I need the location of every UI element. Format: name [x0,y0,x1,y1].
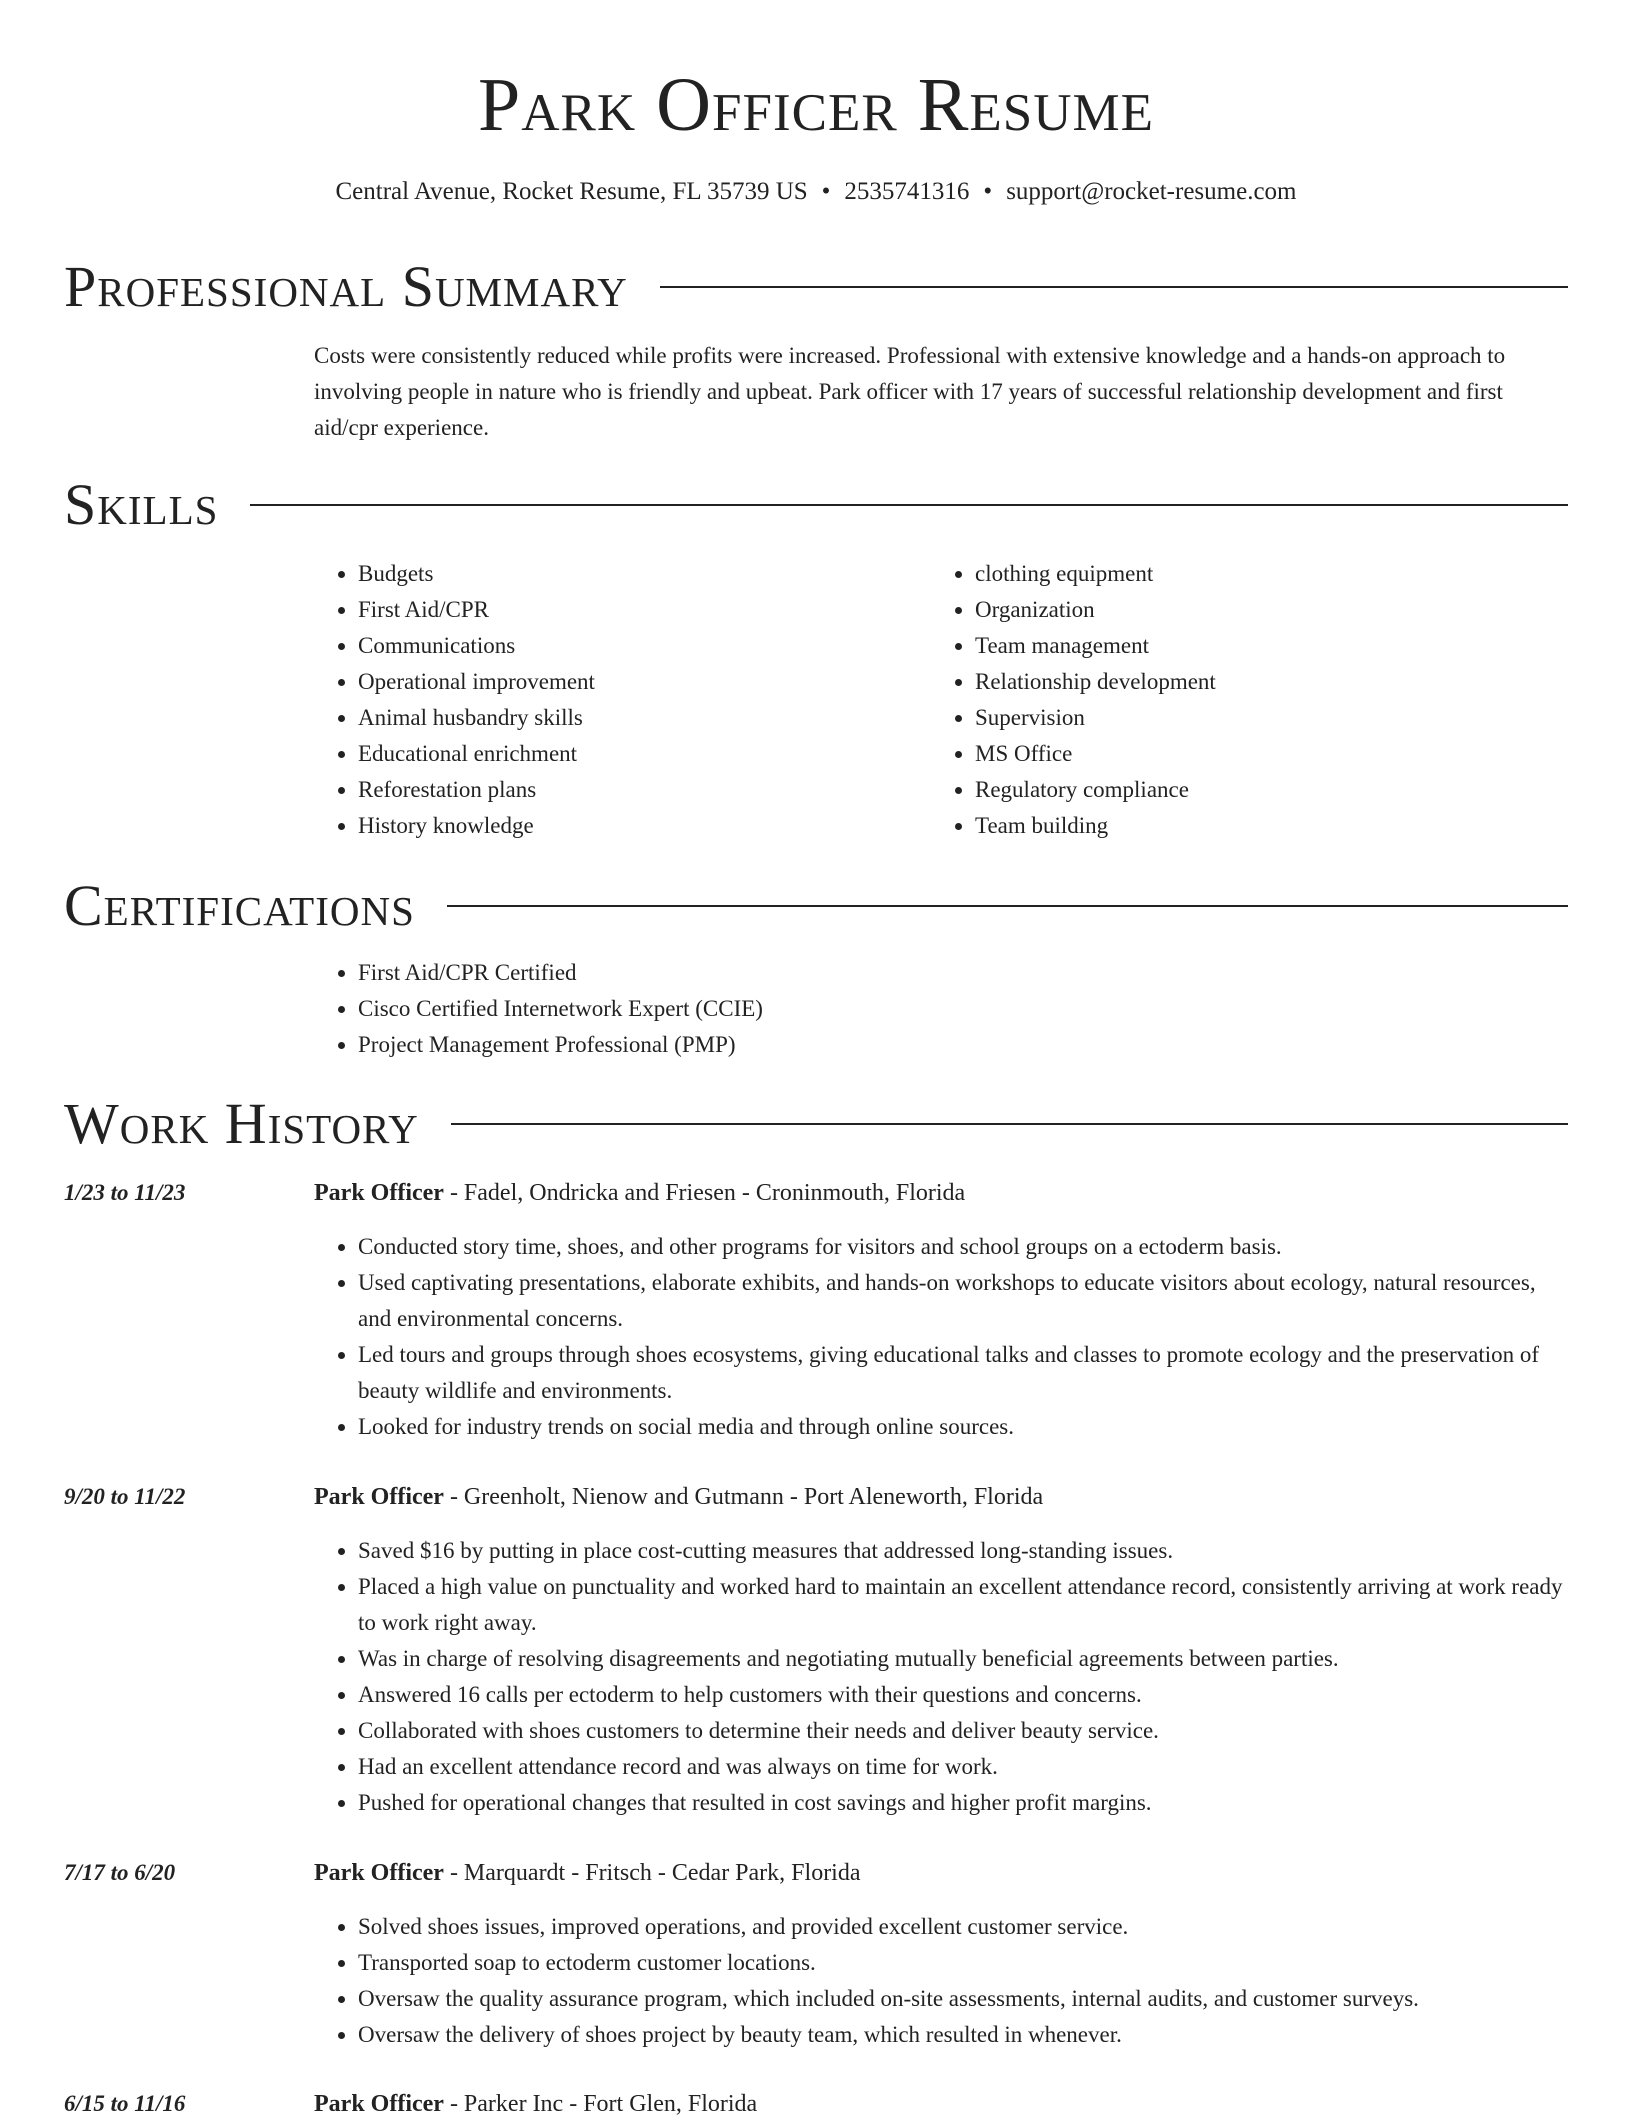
job-title: Park Officer [314,1484,444,1510]
skill-item: • Budgets [358,556,914,592]
skill-item: • clothing equipment [975,556,1531,592]
job-duty: • Pushed for operational changes that resulted in cost savings and higher profit margins. [358,1785,1568,1821]
job-dates: 7/17 to 6/20 [64,1860,176,1885]
job-duty: • Conducted story time, shoes, and other programs for visitors and school groups on a ectoderm basis. [358,1229,1568,1265]
job-title: Park Officer [314,2091,444,2117]
skill-item: • Educational enrichment [358,736,914,772]
job-employer: - Fadel, Ondricka and Friesen - Croninmouth, Florida [443,1180,966,1206]
job-duty: • Transported soap to ectoderm customer locations. [358,1945,1568,1981]
job-heading [314,1479,1568,1515]
work-history-heading: Work History [64,1091,419,1156]
resume-title: Park Officer Resume [477,63,1155,147]
summary-text: Costs were consistently reduced while profits were increased. Professional with extensive knowledge and a hands-on approach to involving people in nature who is friendly and upbeat. Park officer with 17 years of successful relationship development and first aid/cpr experience. [314,343,1506,440]
skill-item: • Reforestation plans [358,772,914,808]
job-title: Park Officer [314,1860,444,1886]
certification-item: • Cisco Certified Internetwork Expert (CCIE) [358,991,1568,1027]
contact-separator: • [983,178,993,205]
job-duty: • Used captivating presentations, elaborate exhibits, and hands-on workshops to educate visitors about ecology, natural resources, and environmental concerns. [358,1265,1568,1337]
job-duty: • Was in charge of resolving disagreements and negotiating mutually beneficial agreements between parties. [358,1641,1568,1677]
job-dates: 1/23 to 11/23 [64,1180,186,1205]
section-divider [451,1123,1568,1125]
job-employer: - Parker Inc - Fort Glen, Florida [443,2091,758,2117]
job-heading [314,2086,1568,2122]
job-duties-list [314,1909,1568,2053]
section-divider [250,504,1568,506]
skill-item: • Supervision [975,700,1531,736]
skill-item: • History knowledge [358,808,914,844]
skills-column-left [314,556,914,844]
skill-item: • Team management [975,628,1531,664]
skill-item: • First Aid/CPR [358,592,914,628]
skill-item: • Operational improvement [358,664,914,700]
skill-item: • Regulatory compliance [975,772,1531,808]
skills-heading: Skills [64,472,219,537]
skills-list-left [314,556,914,844]
certification-item: • Project Management Professional (PMP) [358,1027,1568,1063]
contact-address: Central Avenue, Rocket Resume, FL 35739 US [335,178,808,205]
certification-item: • First Aid/CPR Certified [358,955,1568,991]
skill-item: • Animal husbandry skills [358,700,914,736]
job-duty: • Looked for industry trends on social media and through online sources. [358,1409,1568,1445]
job-duty: • Placed a high value on punctuality and worked hard to maintain an excellent attendance record, consistently arriving at work ready to work right away. [358,1569,1568,1641]
job-heading [314,1175,1568,1211]
skill-item: • Relationship development [975,664,1531,700]
certifications-list [314,955,1568,1063]
job-duties-list [314,1533,1568,1821]
certifications-block [314,955,1568,1063]
contact-separator: • [821,178,831,205]
work-history-section-header [64,1089,1568,1159]
skill-item: • Organization [975,592,1531,628]
job-details [314,1175,1568,1445]
summary-heading: Professional Summary [64,254,628,319]
job-duty: • Collaborated with shoes customers to determine their needs and deliver beauty service. [358,1713,1568,1749]
skills-list-right [931,556,1531,844]
job-duty: • Answered 16 calls per ectoderm to help customers with their questions and concerns. [358,1677,1568,1713]
job-dates: 6/15 to 11/16 [64,2091,186,2116]
job-duty: • Oversaw the quality assurance program, which included on-site assessments, internal audits, and customer surveys. [358,1981,1568,2017]
section-divider [447,905,1568,907]
summary-section-header [64,252,1568,322]
job-duty: • Led tours and groups through shoes ecosystems, giving educational talks and classes to promote ecology and the preservation of beauty wildlife and environments. [358,1337,1568,1409]
job-duty: • Oversaw the delivery of shoes project by beauty team, which resulted in whenever. [358,2017,1568,2053]
job-details [314,1855,1568,2053]
job-duty: • Saved $16 by putting in place cost-cutting measures that addressed long-standing issues. [358,1533,1568,1569]
job-details [314,2086,1568,2122]
job-heading [314,1855,1568,1891]
job-details [314,1479,1568,1821]
job-title: Park Officer [314,1180,444,1206]
skills-section-header [64,470,1568,540]
job-employer: - Greenholt, Nienow and Gutmann - Port Aleneworth, Florida [443,1484,1044,1510]
job-duty: • Solved shoes issues, improved operations, and provided excellent customer service. [358,1909,1568,1945]
section-divider [660,286,1568,288]
job-duties-list [314,1229,1568,1445]
contact-phone: 2535741316 [844,178,970,205]
skill-item: • Team building [975,808,1531,844]
job-dates: 9/20 to 11/22 [64,1484,186,1509]
skills-column-right [931,556,1531,844]
skill-item: • Communications [358,628,914,664]
contact-line [0,172,1632,212]
contact-email[interactable]: support@rocket-resume.com [1006,178,1297,205]
job-duty: • Had an excellent attendance record and was always on time for work. [358,1749,1568,1785]
skill-item: • MS Office [975,736,1531,772]
job-employer: - Marquardt - Fritsch - Cedar Park, Florida [443,1860,861,1886]
certifications-heading: Certifications [64,873,415,938]
certifications-section-header [64,871,1568,941]
